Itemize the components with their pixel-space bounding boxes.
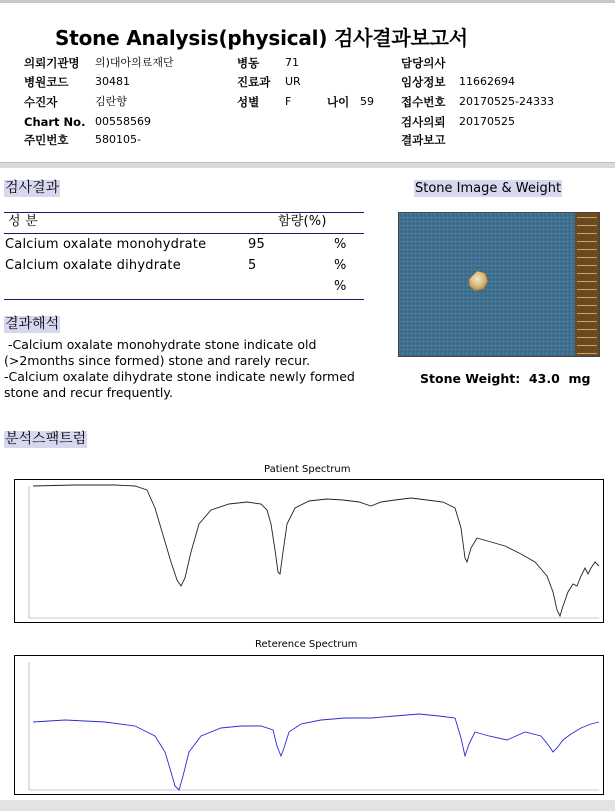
top-rule [0,0,615,3]
result-row-2-value: 5 [248,258,257,273]
hospital-code-value: 30481 [95,75,130,88]
receipt-no-value: 20170525-24333 [459,95,554,108]
stone-photo-graphic [399,213,600,357]
spectrum-section-title: 분석스팩트럼 [5,431,87,447]
interpretation-text [4,337,364,401]
doctor-label: 담당의사 [401,56,446,70]
department-value: UR [285,75,301,88]
age-value: 59 [360,95,374,108]
patient-spectrum-chart [14,479,604,623]
stone-section-title: Stone Image & Weight [415,181,562,196]
receipt-no-label: 접수번호 [401,95,446,109]
result-row-1-unit: % [334,237,347,252]
chart-no-value: 00558569 [95,115,151,128]
institution-field [24,56,80,71]
interpretation-line-4: stone and recur frequently. [4,385,173,400]
result-row-1-value: 95 [248,237,265,252]
result-row-2-unit: % [334,258,347,273]
report-label: 결과보고 [401,133,446,147]
table-bottom-rule [4,299,364,300]
patient-spectrum-line [33,485,599,616]
department-label: 진료과 [237,75,271,89]
hospital-code-label: 병원코드 [24,75,69,89]
patient-label: 수진자 [24,95,58,109]
institution-label: 의뢰기관명 [24,56,80,70]
stone-weight: Stone Weight: 43.0 mg [420,371,591,386]
result-row-1-name: Calcium oxalate monohydrate [5,237,207,252]
institution-value: 의)대아의료재단 [95,56,174,69]
result-row-3-unit: % [334,279,347,294]
interpretation-line-2: (>2months since formed) stone and rarely recur. [4,353,311,368]
table-header-rule [4,233,364,234]
table-top-rule [4,212,364,213]
resident-id-value: 580105- [95,133,141,146]
clinical-info-value: 11662694 [459,75,515,88]
section-separator [0,162,615,168]
ward-label: 병동 [237,56,260,70]
sex-value: F [285,95,292,108]
chart-no-label: Chart No. [24,115,86,129]
patient-spectrum-title: Patient Spectrum [264,464,351,475]
age-label: 나이 [327,95,350,109]
result-row-2-name: Calcium oxalate dihydrate [5,258,181,273]
clinical-info-label: 임상정보 [401,75,446,89]
stone-photo [398,212,600,357]
reference-spectrum-plot [15,656,603,794]
report-title: Stone Analysis(physical) 검사결과보고서 [55,26,468,50]
interpretation-line-1: -Calcium oxalate monohydrate stone indicate old [4,337,317,352]
patient-value: 김란향 [95,95,127,108]
component-header: 성 분 [8,214,38,229]
interpretation-line-3: -Calcium oxalate dihydrate stone indicate newly formed [4,369,355,384]
patient-spectrum-plot [15,480,603,622]
content-header: 함량(%) [278,214,327,229]
sex-label: 성별 [237,95,260,109]
request-date-value: 20170525 [459,115,515,128]
reference-spectrum-title: Reterence Spectrum [255,639,358,650]
results-section-title: 검사결과 [5,180,60,196]
request-date-label: 검사의뢰 [401,115,446,129]
reference-spectrum-line [33,714,599,790]
reference-spectrum-chart [14,655,604,795]
resident-id-label: 주민번호 [24,133,69,147]
bottom-rule [0,800,615,811]
ward-value: 71 [285,56,299,69]
interpretation-section-title: 결과해석 [5,316,60,332]
